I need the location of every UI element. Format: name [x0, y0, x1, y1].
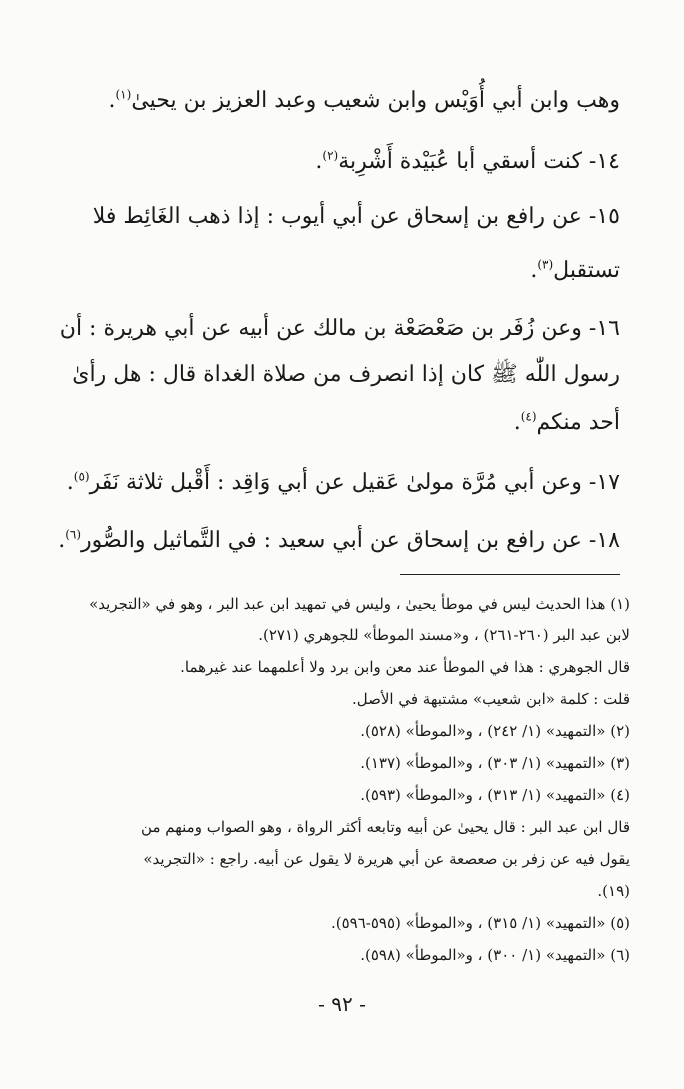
footnote-line: (٤) «التمهيد» (١/ ٣١٣) ، و«الموطأ» (٥٩٣).: [360, 786, 630, 804]
footnote-line: يقول فيه عن زفر بن صعصعة عن أبي هريرة لا يقول عن أبيه. راجع : «التجريد»: [143, 850, 630, 868]
footnote-ref[interactable]: (٥): [73, 469, 90, 484]
text-line: ١٨- عن رافع بن إسحاق عن أبي سعيد : في التَّماثيل والصُّور$^{(٦)}$.: [58, 527, 620, 553]
footnote-line: (١٩).: [597, 882, 630, 900]
footnote-line: قال الجوهري : هذا في الموطأ عند معن وابن برد ولا أعلمهما عند غيرهما.: [180, 658, 630, 676]
footnote-divider: [400, 574, 620, 575]
footnote-line: (٢) «التمهيد» (١/ ٢٤٢) ، و«الموطأ» (٥٢٨).: [360, 722, 630, 740]
footnote-ref[interactable]: (٤): [520, 409, 537, 424]
footnote-ref[interactable]: (٦): [65, 527, 82, 542]
footnote-ref[interactable]: (٣): [537, 257, 554, 272]
text-line: ١٦- وعن زُفَر بن صَعْصَعْة بن مالك عن أبيه عن أبي هريرة : أن: [59, 316, 620, 341]
footnote-line: (٥) «التمهيد» (١/ ٣١٥) ، و«الموطأ» (٥٩٥-٥٩٦).: [330, 914, 630, 932]
footnote-line: قلت : كلمة «ابن شعيب» مشتبهة في الأصل.: [352, 690, 630, 708]
text-line: رسول اللّٰه ﷺ كان إذا انصرف من صلاة الغداة قال : هل رأىٰ: [72, 362, 620, 387]
text-line: وهب وابن أبي أُوَيْس وابن شعيب وعبد العزيز بن يحيىٰ$^{(١)}$.: [108, 87, 620, 113]
footnote-line: لابن عبد البر (٢٦٠-٢٦١) ، و«مسند الموطأ» للجوهري (٢٧١).: [258, 626, 630, 644]
footnote-ref[interactable]: (١): [115, 87, 132, 102]
footnote-line: (١) هذا الحديث ليس في موطأ يحيىٰ ، وليس في تمهيد ابن عبد البر ، وهو في «التجريد»: [89, 595, 630, 613]
footnote-line: قال ابن عبد البر : قال يحيىٰ عن أبيه وتابعه أكثر الرواة ، وهو الصواب ومنهم من: [141, 818, 630, 836]
footnote-ref[interactable]: (٢): [322, 148, 339, 163]
text-line: أحد منكم$^{(٤)}$.: [513, 409, 620, 435]
page-number: - ٩٢ -: [318, 992, 366, 1016]
text-line: ١٧- وعن أبي مُرَّة مولىٰ عَقيل عن أبي وَاقِد : أَقْبل ثلاثة نَفَر$^{(٥)}$.: [66, 469, 620, 495]
text-line: تستقبل$^{(٣)}$.: [530, 257, 620, 283]
footnote-line: (٣) «التمهيد» (١/ ٣٠٣) ، و«الموطأ» (١٣٧).: [360, 754, 630, 772]
text-line: ١٤- كنت أسقي أبا عُبَيْدة أَشْرِبة$^{(٢)}$.: [315, 148, 620, 174]
text-line: ١٥- عن رافع بن إسحاق عن أبي أيوب : إذا ذهب الغَائِط فلا: [92, 204, 620, 229]
footnote-line: (٦) «التمهيد» (١/ ٣٠٠) ، و«الموطأ» (٥٩٨).: [360, 946, 630, 964]
